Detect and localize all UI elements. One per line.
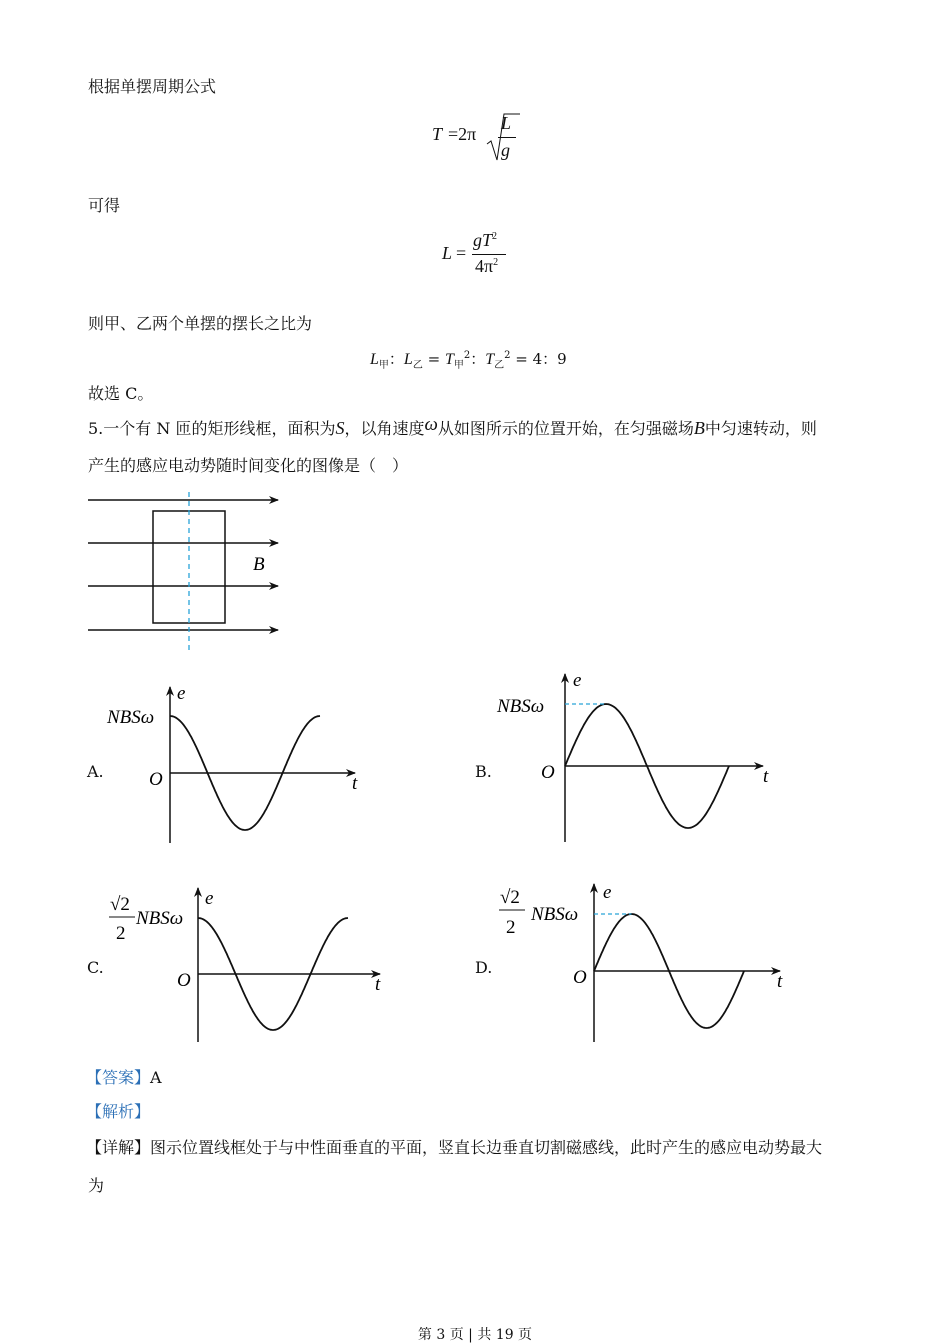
var-g: g bbox=[473, 230, 482, 250]
ratio-result: = 4：9 bbox=[510, 350, 567, 368]
var-T: T bbox=[432, 124, 443, 144]
origin-label: O bbox=[573, 967, 587, 988]
question-text: 从如图所示的位置开始，在匀强磁场 bbox=[437, 419, 694, 438]
page-footer: 第 3 页 | 共 19 页 bbox=[417, 1327, 533, 1343]
analysis-tag: 【解析】 bbox=[86, 1102, 151, 1121]
frac-numerator bbox=[473, 230, 497, 251]
derive-text: 可得 bbox=[88, 196, 121, 215]
amplitude-label: NBSω bbox=[497, 696, 545, 717]
detail-tag: 【详解】 bbox=[86, 1138, 151, 1157]
var-B: B bbox=[693, 418, 705, 438]
question-line2: 产生的感应电动势随时间变化的图像是（ ） bbox=[88, 456, 409, 475]
answer-line bbox=[86, 1068, 162, 1088]
var-T: T bbox=[444, 351, 454, 368]
origin-label: O bbox=[541, 762, 555, 783]
y-label: e bbox=[603, 882, 612, 903]
amplitude-coef-den: 2 bbox=[506, 917, 516, 938]
exponent: 2 bbox=[493, 257, 499, 268]
option-a-label[interactable]: A. bbox=[87, 762, 104, 781]
option-c-graph[interactable] bbox=[105, 880, 395, 1045]
conclusion: 故选 C。 bbox=[88, 384, 154, 403]
option-b-label[interactable]: B. bbox=[475, 762, 492, 781]
eq-2pi: =2π bbox=[448, 124, 477, 144]
question-line1 bbox=[88, 414, 817, 439]
frac-denominator bbox=[475, 256, 498, 277]
sub-jia: 甲 bbox=[453, 360, 464, 371]
answer-tag: 【答案】 bbox=[86, 1068, 151, 1087]
var-L: L bbox=[370, 351, 379, 368]
colon: ： bbox=[470, 350, 486, 368]
fraction-bar bbox=[498, 137, 516, 138]
amplitude-label: NBSω bbox=[107, 707, 155, 728]
question-text: ，以角速度 bbox=[344, 419, 425, 438]
origin-label: O bbox=[177, 970, 191, 991]
question-text: 中匀速转动，则 bbox=[704, 419, 817, 438]
sub-jia: 甲 bbox=[378, 360, 389, 371]
question-text: 一个有 N 匝的矩形线框，面积为 bbox=[103, 419, 336, 438]
var-S: S bbox=[335, 418, 345, 438]
field-diagram bbox=[85, 490, 295, 655]
detail-text: 图示位置线框处于与中性面垂直的平面，竖直长边垂直切割磁感线，此时产生的感应电动势最大 bbox=[150, 1138, 823, 1157]
frac-den-g: g bbox=[501, 140, 510, 160]
exponent: 2 bbox=[492, 231, 498, 242]
frac-num-L: L bbox=[501, 113, 512, 133]
origin-label: O bbox=[149, 769, 163, 790]
detail-line2: 为 bbox=[88, 1176, 105, 1195]
exponent: 2 bbox=[504, 350, 511, 361]
detail-line1 bbox=[86, 1138, 822, 1158]
y-label: e bbox=[205, 888, 214, 909]
intro-text: 根据单摆周期公式 bbox=[88, 77, 217, 96]
x-label: t bbox=[375, 974, 381, 995]
sub-yi: 乙 bbox=[412, 360, 423, 371]
option-d-graph[interactable] bbox=[495, 876, 795, 1046]
question-number: 5. bbox=[88, 419, 104, 438]
answer-value: A bbox=[150, 1068, 162, 1087]
var-L: L bbox=[442, 243, 453, 263]
var-L: L bbox=[403, 351, 413, 368]
sub-yi: 乙 bbox=[494, 360, 505, 371]
eq-sign: = bbox=[422, 350, 445, 368]
amplitude-coef-num: √2 bbox=[110, 894, 130, 915]
option-c-label[interactable]: C. bbox=[87, 958, 104, 977]
field-label-B: B bbox=[253, 554, 265, 575]
amplitude-coef-den: 2 bbox=[116, 923, 126, 944]
eq-sign: = bbox=[456, 243, 467, 263]
option-a-graph[interactable] bbox=[105, 675, 365, 850]
y-label: e bbox=[177, 683, 186, 704]
option-b-graph[interactable] bbox=[495, 668, 785, 846]
fraction-bar bbox=[472, 254, 506, 255]
amplitude-label: NBSω bbox=[136, 908, 184, 929]
den-4pi: 4π bbox=[475, 256, 494, 276]
amplitude-coef-num: √2 bbox=[500, 887, 520, 908]
var-T: T bbox=[485, 351, 495, 368]
colon: ： bbox=[388, 350, 404, 368]
ratio-text: 则甲、乙两个单摆的摆长之比为 bbox=[88, 314, 313, 333]
x-label: t bbox=[352, 773, 358, 794]
y-label: e bbox=[573, 670, 582, 691]
option-d-label[interactable]: D. bbox=[475, 958, 493, 977]
var-T: T bbox=[482, 230, 493, 250]
amplitude-label: NBSω bbox=[531, 904, 579, 925]
var-omega: ω bbox=[424, 414, 438, 435]
exponent: 2 bbox=[463, 350, 471, 361]
ratio-formula bbox=[370, 348, 567, 371]
x-label: t bbox=[777, 971, 783, 992]
x-label: t bbox=[763, 766, 769, 787]
